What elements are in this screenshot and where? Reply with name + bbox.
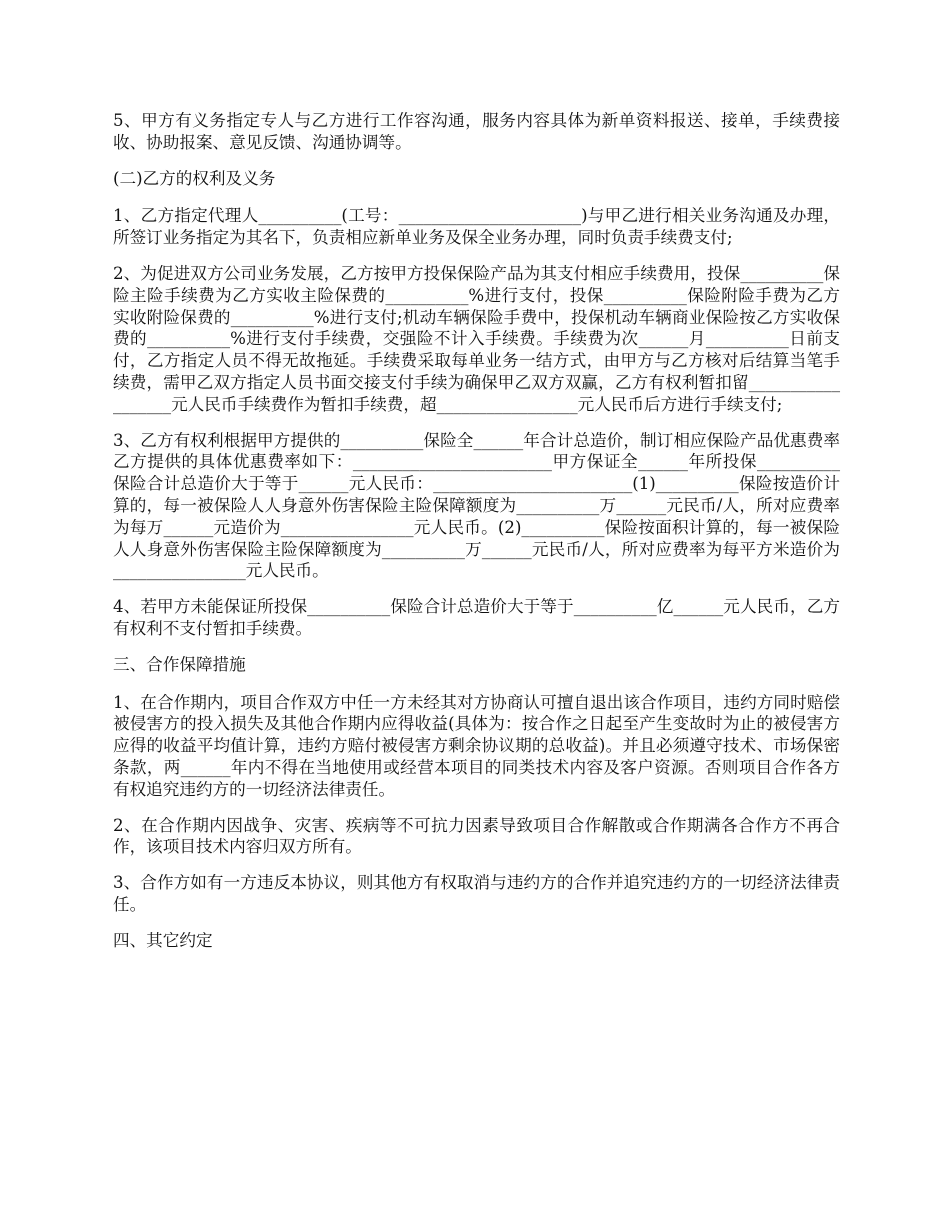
paragraph-b-clause-1: 1、乙方指定代理人__________(工号：______________________)与甲乙进行相关业务沟通及办理，所签订业务指定为其名下，负责相应新单业务及保全业务办理，同时负责手续费支付; bbox=[113, 206, 840, 248]
section-heading-party-b-rights: (二)乙方的权利及义务 bbox=[113, 168, 276, 188]
paragraph-safeguard-1: 1、在合作期内，项目合作双方中任一方未经其对方协商认可擅自退出该合作项目，违约方同时赔偿被侵害方的投入损失及其他合作期内应得收益(具体为：按合作之日起至产生变故时为止的被侵害方应得的收益平均值计算，违约方赔付被侵害方剩余协议期的总收益)。并且必须遵守技术、市场保密条款，两______年内不得在当地使用或经营本项目的同类技术内容及客户资源。否则项目合作各方有权追究违约方的一切经济法律责任。 bbox=[113, 692, 840, 799]
document-page bbox=[113, 110, 840, 968]
paragraph-b-clause-4: 4、若甲方未能保证所投保__________保险合计总造价大于等于__________亿______元人民币，乙方有权利不支付暂扣手续费。 bbox=[113, 597, 840, 638]
paragraph-b-clause-3: 3、乙方有权利根据甲方提供的__________保险全______年合计总造价，制订相应保险产品优惠费率乙方提供的具体优惠费率如下：________________________甲方保证全______年所投保__________保险合计总造价大于等于______元人民币：________________________(1)__________保险按造价计算的，每一被保险人人身意外伤害保险主险保障额度为__________万______元民币/人，所对应费率为每万______元造价为________________元人民币。(2)__________保险按面积计算的，每一被保险人人身意外伤害保险主险保障额度为__________万______元民币/人，所对应费率为每平方米造价为________________元人民币。 bbox=[113, 430, 840, 581]
paragraph-safeguard-3: 3、合作方如有一方违反本协议，则其他方有权取消与违约方的合作并追究违约方的一切经济法律责任。 bbox=[113, 873, 840, 914]
paragraph-clause-5: 5、甲方有义务指定专人与乙方进行工作容沟通，服务内容具体为新单资料报送、接单，手续费接收、协助报案、意见反馈、沟通协调等。 bbox=[113, 111, 840, 152]
paragraph-b-clause-2: 2、为促进双方公司业务发展，乙方按甲方投保保险产品为其支付相应手续费用，投保__________保险主险手续费为乙方实收主险保费的__________%进行支付，投保__________保险附险手费为乙方实收附险保费的__________%进行支付;机动车辆保险手费中，投保机动车辆商业保险按乙方实收保费的__________%进行支付手续费，交强险不计入手续费。手续费为次______月__________日前支付，乙方指定人员不得无故拖延。手续费采取每单业务一结方式，由甲方与乙方核对后结算当笔手续费，需甲乙双方指定人员书面交接支付手续为确保甲乙双方双赢，乙方有权利暂扣留__________________元人民币手续费作为暂扣手续费，超_________________元人民币后方进行手续支付; bbox=[113, 263, 840, 414]
section-heading-safeguards: 三、合作保障措施 bbox=[113, 654, 246, 674]
section-heading-other-terms: 四、其它约定 bbox=[113, 930, 213, 950]
paragraph-safeguard-2: 2、在合作期内因战争、灾害、疾病等不可抗力因素导致项目合作解散或合作期满各合作方不再合作，该项目技术内容归双方所有。 bbox=[113, 815, 840, 857]
